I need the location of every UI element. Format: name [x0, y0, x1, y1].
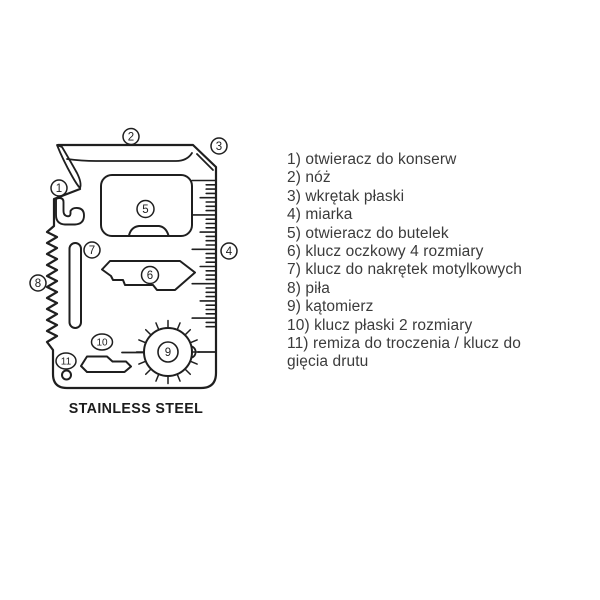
- badge-3: [211, 138, 227, 154]
- badge-2: [123, 129, 139, 145]
- badge-7: [84, 242, 100, 258]
- stainless-steel-caption: STAINLESS STEEL: [68, 400, 204, 417]
- badge-1: [51, 180, 67, 196]
- legend-item-4: 4) miarka: [287, 206, 353, 224]
- badge-6: [142, 267, 159, 284]
- legend-item-2: 2) nóż: [287, 169, 331, 187]
- legend-item-3: 3) wkrętak płaski: [287, 187, 405, 205]
- legend-item-5: 5) otwieracz do butelek: [287, 224, 449, 242]
- badge-5: [137, 201, 154, 218]
- legend-item-10: 10) klucz płaski 2 rozmiary: [287, 316, 473, 334]
- protractor-tick: [185, 330, 190, 335]
- legend-list: [287, 151, 547, 372]
- can-opener-hook-cutout: [56, 198, 84, 225]
- badge-11: [56, 353, 76, 369]
- protractor-tick: [156, 323, 159, 330]
- legend-item-9: 9) kątomierz: [287, 298, 374, 316]
- legend-item-7: 7) klucz do nakrętek motylkowych: [287, 261, 522, 279]
- bottle-opener-tab: [129, 226, 169, 236]
- legend-item-8: 8) piła: [287, 279, 330, 297]
- knife-slit: [67, 153, 192, 161]
- badge-9-label: 9: [164, 347, 172, 359]
- protractor-tick: [190, 340, 197, 343]
- protractor-tick: [139, 340, 146, 343]
- badge-4: [221, 243, 237, 259]
- badge-11-label: 11: [60, 356, 72, 368]
- badge-5-label: 5: [142, 204, 149, 216]
- badge-8-label: 8: [34, 278, 42, 290]
- protractor-tick: [185, 369, 190, 374]
- legend-item-11: 11) remiza do troczenia / klucz do gięcia drutu: [287, 335, 521, 371]
- legend-item-1: 1) otwieracz do konserw: [287, 151, 457, 168]
- badge-4-label: 4: [225, 246, 233, 258]
- protractor-tick: [156, 374, 159, 381]
- protractor-tick: [146, 369, 151, 374]
- badge-10: [92, 334, 113, 350]
- legend-item-6: 6) klucz oczkowy 4 rozmiary: [287, 243, 484, 261]
- badge-6-label: 6: [146, 270, 154, 282]
- badge-10-label: 10: [96, 337, 108, 349]
- protractor-tick: [190, 361, 197, 364]
- protractor-tick: [177, 374, 180, 381]
- badge-1-label: 1: [55, 183, 63, 195]
- lanyard-hole: [62, 371, 71, 380]
- badge-7-label: 7: [88, 245, 96, 257]
- ruler-ticks: [192, 181, 215, 327]
- protractor-tick: [146, 330, 151, 335]
- badge-9: [158, 342, 178, 362]
- badge-2-label: 2: [127, 131, 135, 144]
- badge-8: [30, 275, 46, 291]
- butterfly-slot-cutout: [70, 243, 82, 328]
- protractor-tick: [177, 323, 180, 330]
- protractor-tick: [139, 361, 146, 364]
- badge-3-label: 3: [215, 141, 223, 153]
- flat-wrench-cutout: [81, 357, 131, 373]
